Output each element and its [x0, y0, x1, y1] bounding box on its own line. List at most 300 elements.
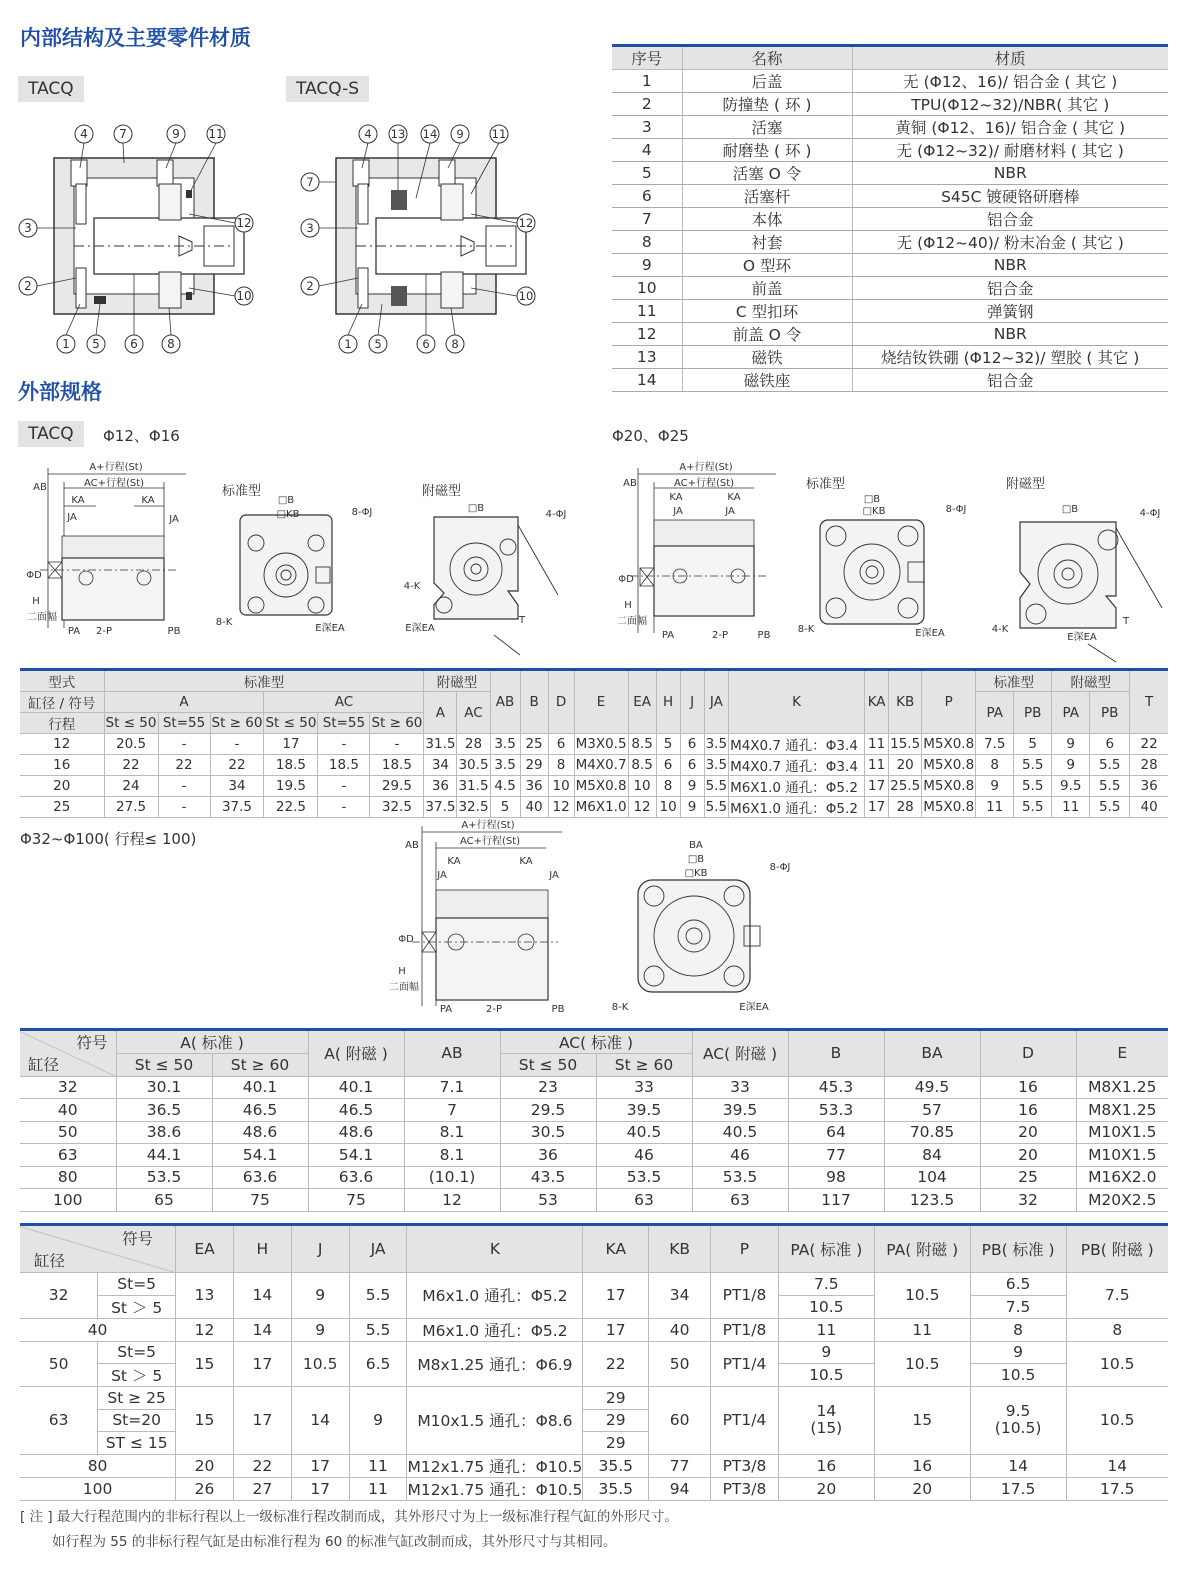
t1-cell: 17 [865, 776, 889, 797]
t3-cell: PT1/8 [711, 1318, 779, 1341]
t3-r63-h: 17 [233, 1387, 291, 1455]
t2-cell: 53.5 [596, 1166, 692, 1189]
t3-r50-h: 17 [233, 1341, 291, 1387]
t3-h-pb-mag: PB( 附磁 ) [1066, 1225, 1168, 1273]
t1-cell: 20 [889, 755, 922, 776]
t3-r32-ja: 5.5 [349, 1273, 407, 1319]
t3-cell: 17.5 [970, 1477, 1066, 1500]
dim-ka-right: KA [519, 856, 533, 867]
t1-cell: M5X0.8 [922, 797, 976, 818]
callout-2: 2 [24, 279, 32, 293]
callout-6: 6 [422, 337, 430, 351]
materials-table [612, 44, 1168, 392]
t3-h-ka: KA [583, 1225, 649, 1273]
t3-cell: PT3/8 [711, 1477, 779, 1500]
t3-cell: 14 [1066, 1454, 1168, 1477]
t1-cell: 31.5 [424, 734, 457, 755]
t3-cell: 11 [778, 1318, 874, 1341]
t1-h-pb-mag: PB [1090, 692, 1130, 734]
t2-h-ab: AB [404, 1030, 500, 1077]
t3-r63-kb: 60 [649, 1387, 711, 1455]
callout-14: 14 [422, 127, 438, 141]
t1-cell: 6 [1090, 734, 1130, 755]
t3-h-pb-std: PB( 标准 ) [970, 1225, 1066, 1273]
table-row [20, 1076, 1168, 1099]
dim-ac-stroke: AC+行程(St) [673, 478, 735, 489]
callout-6: 6 [130, 337, 138, 351]
callout-7: 7 [119, 127, 127, 141]
t3-cell: 9 [291, 1318, 349, 1341]
t1-cell: 6 [656, 755, 680, 776]
dim-t: T [1122, 616, 1130, 627]
t1-cell: M5X0.8 [922, 755, 976, 776]
t1-cell: 25 [20, 797, 104, 818]
dim-a-stroke: A+行程(St) [89, 462, 143, 473]
section-title-external: 外部规格 [18, 380, 102, 404]
table-row [20, 776, 1168, 797]
callout-5: 5 [374, 337, 382, 351]
t3-r50-bore: 50 [20, 1341, 98, 1387]
dim-sq-kb: □KB [276, 509, 300, 520]
t3-r50-kb: 50 [649, 1341, 711, 1387]
t1-cell: - [158, 734, 210, 755]
mat-material: 烧结钕铁硼 (Φ12~32)/ 塑胶 ( 其它 ) [852, 346, 1168, 369]
t1-cell: 20.5 [104, 734, 158, 755]
t1-cell: 36 [520, 776, 548, 797]
t1-cell: 8.5 [628, 734, 656, 755]
t2-cell: 12 [404, 1189, 500, 1212]
t2-h-ac-std: AC( 标准 ) [500, 1030, 692, 1054]
dim-pb: PB [757, 630, 771, 641]
t3-r32-h: 14 [233, 1273, 291, 1319]
dim-8-phij: 8-ΦJ [945, 504, 967, 515]
side-view-20-25 [616, 458, 796, 648]
mat-material: S45C 镀硬铬研磨棒 [852, 185, 1168, 208]
t2-cell: 117 [788, 1189, 884, 1212]
t1-cell: 8 [976, 755, 1014, 776]
t3-r32-ea: 13 [176, 1273, 234, 1319]
dim-ab: AB [33, 482, 47, 493]
dim-pb: PB [167, 626, 181, 637]
dim-ja-right: JA [725, 506, 735, 517]
table-row [20, 755, 1168, 776]
t2-cell: 30.1 [116, 1076, 212, 1099]
t1-cell: 3.5 [704, 755, 728, 776]
dim-sq-b: □B [467, 503, 485, 514]
t1-cell: M4X0.7 通孔：Φ3.4 [729, 755, 865, 776]
dim-e-depth: E深EA [405, 623, 435, 634]
mat-header-name: 名称 [682, 46, 852, 70]
t3-cell: 8 [1066, 1318, 1168, 1341]
t1-cell: - [318, 734, 370, 755]
t1-h-ka: KA [865, 670, 889, 734]
t3-cell: M6x1.0 通孔：Φ5.2 [407, 1318, 583, 1341]
t3-h-j: J [291, 1225, 349, 1273]
tacq-cross-section-drawing [14, 118, 264, 358]
t1-cell: 6 [680, 734, 704, 755]
t3-cell: 35.5 [583, 1477, 649, 1500]
t1-cell: 22 [104, 755, 158, 776]
t2-cell: 50 [20, 1121, 116, 1144]
t1-cell: 22 [210, 755, 264, 776]
t3-r32-kb: 34 [649, 1273, 711, 1319]
t1-cell: 11 [1052, 797, 1090, 818]
t2-cell: 48.6 [212, 1121, 308, 1144]
t3-h-pa-mag: PA( 附磁 ) [874, 1225, 970, 1273]
mat-material: NBR [852, 323, 1168, 346]
callout-8: 8 [451, 337, 459, 351]
dims-table-12-25 [20, 668, 1168, 818]
t3-cell: 20 [778, 1477, 874, 1500]
t1-cell: 40 [1130, 797, 1168, 818]
t3-r63-ka2: 29 [583, 1409, 649, 1432]
dim-ka-left: KA [669, 492, 683, 503]
dim-ab: AB [405, 840, 419, 851]
dim-sq-b: □B [1061, 504, 1079, 515]
callout-7: 7 [306, 175, 314, 189]
dim-e-depth: E深EA [915, 628, 945, 639]
callout-11: 11 [491, 127, 507, 141]
t1-cell: 5.5 [704, 797, 728, 818]
t3-cell: 12 [176, 1318, 234, 1341]
t1-h-b: B [520, 670, 548, 734]
t3-r63-pa-v2: (15) [810, 1419, 843, 1438]
mat-material: 铝合金 [852, 208, 1168, 231]
t1-cell: 5.5 [1014, 755, 1052, 776]
t3-r63-bore: 63 [20, 1387, 98, 1455]
t1-cell: 34 [424, 755, 457, 776]
t1-cell: 5 [490, 797, 520, 818]
t1-cell: 34 [210, 776, 264, 797]
t1-cell: M4X0.7 通孔：Φ3.4 [729, 734, 865, 755]
label-std-type-1: 标准型 [222, 484, 262, 499]
t1-cell: 36 [424, 776, 457, 797]
mat-no: 9 [612, 254, 682, 277]
mat-row [612, 346, 1168, 369]
callout-13: 13 [390, 127, 406, 141]
mat-no: 6 [612, 185, 682, 208]
t1-cell: 11 [865, 755, 889, 776]
t2-h-e: E [1076, 1030, 1168, 1077]
t1-cell: 11 [976, 797, 1014, 818]
mat-material: NBR [852, 162, 1168, 185]
callout-12: 12 [236, 216, 252, 230]
mat-material: 弹簧钢 [852, 300, 1168, 323]
t2-h-d: D [980, 1030, 1076, 1077]
mat-no: 2 [612, 93, 682, 116]
mat-row [612, 369, 1168, 392]
t1-cell: 15.5 [889, 734, 922, 755]
t1-cell: 3.5 [490, 755, 520, 776]
dim-phid: ΦD [26, 570, 42, 581]
dim-a-stroke: A+行程(St) [461, 820, 515, 831]
t2-cell: M10X1.5 [1076, 1144, 1168, 1167]
dim-ka-right: KA [141, 495, 155, 506]
mat-name: 前盖 O 令 [682, 323, 852, 346]
t1-h-stroke: 行程 [20, 713, 104, 734]
t2-cell: 98 [788, 1166, 884, 1189]
dim-ka-right: KA [727, 492, 741, 503]
t1-cell: 4.5 [490, 776, 520, 797]
t2-cell: 23 [500, 1076, 596, 1099]
mat-name: 本体 [682, 208, 852, 231]
mat-row [612, 70, 1168, 93]
t2-cell: 64 [788, 1121, 884, 1144]
t1-h-h: H [656, 670, 680, 734]
t3-r63-pa-v: 14 [816, 1402, 837, 1421]
t1-cell: 8 [656, 776, 680, 797]
t2-cell: 49.5 [884, 1076, 980, 1099]
dims-table-32-100-a [20, 1028, 1168, 1212]
t3-cell: 35.5 [583, 1454, 649, 1477]
t1-h-pa-mag: PA [1052, 692, 1090, 734]
t1-cell: 27.5 [104, 797, 158, 818]
t3-h-p: P [711, 1225, 779, 1273]
t2-cell: M10X1.5 [1076, 1121, 1168, 1144]
t3-r63-s2: St=20 [98, 1409, 176, 1432]
mat-row [612, 323, 1168, 346]
t3-cell: 17.5 [1066, 1477, 1168, 1500]
t3-r32-p: PT1/8 [711, 1273, 779, 1319]
t1-h-a-55: St=55 [158, 713, 210, 734]
t1-h-pa-std: PA [976, 692, 1014, 734]
t3-r50-pbm: 10.5 [1066, 1341, 1168, 1387]
label-std-type-2: 标准型 [806, 477, 846, 492]
mat-row [612, 277, 1168, 300]
t1-cell: - [158, 797, 210, 818]
t1-h-t: T [1130, 670, 1168, 734]
t3-cell: 100 [20, 1477, 176, 1500]
t1-h-mag: 附磁型 [424, 670, 490, 692]
t2-cell: 8.1 [404, 1144, 500, 1167]
t1-h-std-2: 标准型 [976, 670, 1052, 692]
mat-no: 8 [612, 231, 682, 254]
dim-ja-right: JA [169, 514, 179, 525]
t1-cell: - [158, 776, 210, 797]
dim-h: H [398, 966, 406, 977]
callout-1: 1 [62, 337, 70, 351]
mat-no: 7 [612, 208, 682, 231]
t3-r63-ka1: 29 [583, 1387, 649, 1410]
t3-cell: 27 [233, 1477, 291, 1500]
t1-cell: 6 [548, 734, 574, 755]
tag-tacq: TACQ [18, 76, 84, 102]
mat-name: 防撞垫 ( 环 ) [682, 93, 852, 116]
t1-cell: 28 [1130, 755, 1168, 776]
t1-h-bore-sym: 缸径 / 符号 [20, 692, 104, 713]
tacq-s-cross-section-drawing [296, 118, 546, 358]
dim-t: T [518, 615, 526, 626]
mat-name: O 型环 [682, 254, 852, 277]
t2-cell: 16 [980, 1076, 1076, 1099]
t3-cell: M12x1.75 通孔：Φ10.5 [407, 1454, 583, 1477]
callout-3: 3 [306, 221, 314, 235]
t1-cell: 17 [865, 797, 889, 818]
t2-cell: 32 [980, 1189, 1076, 1212]
callout-8: 8 [167, 337, 175, 351]
callout-4: 4 [364, 127, 372, 141]
t2-h-b: B [788, 1030, 884, 1077]
t2-h-a-mag: A( 附磁 ) [308, 1030, 404, 1077]
mat-material: 铝合金 [852, 277, 1168, 300]
t2-cell: 20 [980, 1144, 1076, 1167]
dim-sq-kb: □KB [684, 868, 708, 879]
dim-e-depth: E深EA [739, 1002, 769, 1013]
table-row [20, 1454, 1168, 1477]
table-row [20, 1318, 1168, 1341]
dim-pa: PA [67, 626, 81, 637]
t1-h-ac-ge60: St ≥ 60 [370, 713, 424, 734]
t3-h-pa-std: PA( 标准 ) [778, 1225, 874, 1273]
mat-no: 10 [612, 277, 682, 300]
mat-name: 衬套 [682, 231, 852, 254]
t2-cell: 33 [596, 1076, 692, 1099]
mat-material: 无 (Φ12~40)/ 粉末冶金 ( 其它 ) [852, 231, 1168, 254]
t1-cell: M6X1.0 通孔：Φ5.2 [729, 776, 865, 797]
table-row [20, 797, 1168, 818]
t2-cell: 63 [20, 1144, 116, 1167]
t3-cell: 11 [349, 1454, 407, 1477]
dim-sq-b: □B [687, 854, 705, 865]
side-view-32-100 [386, 816, 576, 1021]
mat-no: 4 [612, 139, 682, 162]
t2-h-ac-ge60: St ≥ 60 [596, 1054, 692, 1077]
t2-cell: 46 [692, 1144, 788, 1167]
t2-cell: (10.1) [404, 1166, 500, 1189]
t3-h-corner [20, 1225, 176, 1273]
t1-cell: - [318, 776, 370, 797]
t2-cell: 40.1 [212, 1076, 308, 1099]
dim-2p: 2-P [711, 630, 729, 641]
front-std-20-25 [794, 488, 984, 648]
t1-h-std: 标准型 [104, 670, 424, 692]
t3-r63-pa [778, 1387, 874, 1455]
t3-cell: 5.5 [349, 1318, 407, 1341]
t3-h-kb: KB [649, 1225, 711, 1273]
t1-cell: 22 [1130, 734, 1168, 755]
label-phi-20-25: Φ20、Φ25 [612, 427, 689, 445]
t1-cell: 5.5 [1090, 776, 1130, 797]
t1-cell: 9.5 [1052, 776, 1090, 797]
t1-cell: 31.5 [457, 776, 490, 797]
t3-r32-pam: 10.5 [874, 1273, 970, 1319]
t1-cell: M6X1.0 通孔：Φ5.2 [729, 797, 865, 818]
t2-cell: 20 [980, 1121, 1076, 1144]
mat-no: 14 [612, 369, 682, 392]
dim-e-depth: E深EA [1067, 632, 1097, 643]
t3-cell: PT3/8 [711, 1454, 779, 1477]
t1-cell: 3.5 [704, 734, 728, 755]
t1-cell: 12 [628, 797, 656, 818]
t2-cell: 38.6 [116, 1121, 212, 1144]
t2-cell: 40.5 [692, 1121, 788, 1144]
t1-cell: 9 [1052, 734, 1090, 755]
t3-cell: M12x1.75 通孔：Φ10.5 [407, 1477, 583, 1500]
dim-pb: PB [551, 1004, 565, 1015]
callout-4: 4 [80, 127, 88, 141]
t1-h-j: J [680, 670, 704, 734]
t3-r32-s2: St ＞ 5 [98, 1295, 176, 1318]
t3-h-ea: EA [176, 1225, 234, 1273]
t3-h-ja: JA [349, 1225, 407, 1273]
t1-h-a: A [104, 692, 264, 713]
t1-cell: M4X0.7 [574, 755, 628, 776]
t2-cell: 36.5 [116, 1099, 212, 1122]
callout-3: 3 [24, 221, 32, 235]
t1-h-p: P [922, 670, 976, 734]
t1-cell: 6 [680, 755, 704, 776]
t3-r32-s1: St=5 [98, 1273, 176, 1296]
t1-cell: 5.5 [1090, 755, 1130, 776]
dim-2p: 2-P [95, 626, 113, 637]
t3-cell: 80 [20, 1454, 176, 1477]
callout-11: 11 [208, 127, 224, 141]
t1-cell: 32.5 [370, 797, 424, 818]
t3-r50-pa1: 9 [778, 1341, 874, 1364]
dim-2p: 2-P [485, 1004, 503, 1015]
t1-h-k: K [729, 670, 865, 734]
t3-cell: 40 [20, 1318, 176, 1341]
t2-cell: 104 [884, 1166, 980, 1189]
t3-cell: 22 [233, 1454, 291, 1477]
t2-cell: 46 [596, 1144, 692, 1167]
t3-cell: 17 [583, 1318, 649, 1341]
t2-cell: 45.3 [788, 1076, 884, 1099]
t3-r50-ea: 15 [176, 1341, 234, 1387]
dim-sq-b: □B [863, 494, 881, 505]
callout-9: 9 [456, 127, 464, 141]
t1-cell: 5.5 [1014, 776, 1052, 797]
table-row [20, 734, 1168, 755]
callout-10: 10 [518, 289, 534, 303]
section-title-internal: 内部结构及主要零件材质 [20, 26, 251, 50]
mat-no: 5 [612, 162, 682, 185]
t1-h-ac-55: St=55 [318, 713, 370, 734]
t1-h-a-ge60: St ≥ 60 [210, 713, 264, 734]
t1-cell: 37.5 [210, 797, 264, 818]
t2-cell: 33 [692, 1076, 788, 1099]
t1-cell: 16 [20, 755, 104, 776]
mat-name: C 型扣环 [682, 300, 852, 323]
t2-cell: M8X1.25 [1076, 1099, 1168, 1122]
mat-name: 耐磨垫 ( 环 ) [682, 139, 852, 162]
mat-row [612, 93, 1168, 116]
t2-cell: 44.1 [116, 1144, 212, 1167]
t2-cell: 53.5 [116, 1166, 212, 1189]
t1-cell: 5.5 [1090, 797, 1130, 818]
t1-cell: 10 [656, 797, 680, 818]
t1-cell: 3.5 [490, 734, 520, 755]
note-2: 如行程为 55 的非标行程气缸是由标准行程为 60 的标准气缸改制而成，其外形尺寸与其相同。 [52, 1534, 617, 1550]
dim-a-stroke: A+行程(St) [679, 462, 733, 473]
mat-material: 黄铜 (Φ12、16)/ 铝合金 ( 其它 ) [852, 116, 1168, 139]
callout-1: 1 [344, 337, 352, 351]
mat-material: 无 (Φ12、16)/ 铝合金 ( 其它 ) [852, 70, 1168, 93]
label-mag-type-1: 附磁型 [422, 484, 462, 499]
table-row [20, 1189, 1168, 1212]
mat-row [612, 185, 1168, 208]
t3-r63-ka3: 29 [583, 1432, 649, 1455]
t1-cell: 9 [976, 776, 1014, 797]
mat-row [612, 254, 1168, 277]
t3-r32-pb1: 6.5 [970, 1273, 1066, 1296]
t3-r32-pbm: 7.5 [1066, 1273, 1168, 1319]
t2-cell: 43.5 [500, 1166, 596, 1189]
t2-cell: 32 [20, 1076, 116, 1099]
t1-h-pb-std: PB [1014, 692, 1052, 734]
dim-pa: PA [661, 630, 675, 641]
dim-4-k: 4-K [403, 581, 421, 592]
